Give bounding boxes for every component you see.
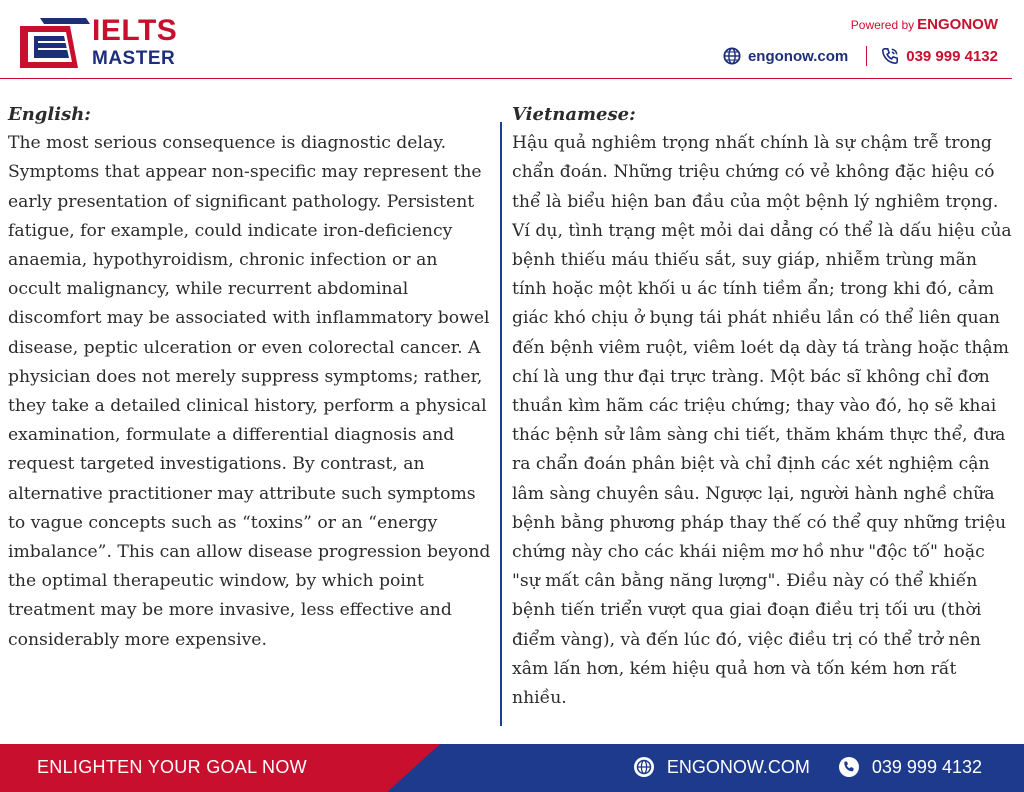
page-header	[0, 0, 1024, 78]
vietnamese-line: tính hoặc một khối u ác tính tiềm ẩn; trong khi đó, cảm	[512, 279, 995, 300]
powered-by-brand: ENGONOW	[917, 16, 998, 33]
powered-by	[851, 16, 998, 33]
footer-website-link[interactable]: ENGONOW.COM	[666, 756, 810, 777]
english-line: anaemia, hypothyroidism, chronic infection or an	[8, 250, 438, 271]
powered-by-prefix: Powered by	[850, 18, 915, 32]
vietnamese-line: chí là ung thư đại trực tràng. Một bác sĩ không chỉ đơn	[512, 366, 990, 387]
english-line: treatment may be more invasive, less effective and	[8, 600, 452, 621]
english-line: Symptoms that appear non-specific may represent the	[8, 162, 482, 183]
column-divider	[500, 122, 502, 726]
ielts-master-logo[interactable]	[20, 12, 190, 70]
footer-contact	[633, 756, 982, 778]
english-line: discomfort may be associated with inflammatory bowel	[8, 308, 490, 329]
header-contact	[723, 46, 998, 66]
header-divider	[0, 78, 1012, 79]
vietnamese-line: lâm sàng chuyên sâu. Ngược lại, người hành nghề chữa	[512, 483, 995, 504]
logo-mark-icon	[20, 18, 90, 68]
english-line: early presentation of significant pathology. Persistent	[8, 191, 475, 212]
vietnamese-line: xâm lấn hơn, kém hiệu quả hơn và tốn kém hơn rất	[512, 658, 957, 679]
header-website-link[interactable]: engonow.com	[747, 47, 849, 65]
vietnamese-line: bệnh bằng phương pháp thay thế có thể quy những triệu	[512, 512, 1007, 533]
english-title: English:	[8, 104, 91, 125]
footer-slogan: ENLIGHTEN YOUR GOAL NOW	[37, 757, 307, 777]
english-line: examination, formulate a differential diagnosis and	[8, 425, 455, 446]
english-line: to vague concepts such as “toxins” or an “energy	[8, 512, 438, 533]
english-line: they take a detailed clinical history, perform a physical	[8, 396, 487, 417]
vietnamese-line: "sự mất cân bằng năng lượng". Điều này có thể khiến	[512, 571, 978, 592]
english-line: The most serious consequence is diagnostic delay.	[8, 133, 447, 154]
vietnamese-line: đến bệnh viêm ruột, viêm loét dạ dày tá tràng hoặc thậm	[512, 337, 1009, 358]
english-line: physician does not merely suppress symptoms; rather,	[8, 366, 483, 387]
vietnamese-line: chứng này cho các khái niệm mơ hồ như "độc tố" hoặc	[512, 542, 985, 563]
english-line: alternative practitioner may attribute such symptoms	[8, 483, 476, 504]
vietnamese-line: bệnh tiến triển vượt qua giai đoạn điều trị tối ưu (thời	[512, 600, 982, 621]
english-line: imbalance”. This can allow disease progression beyond	[8, 542, 491, 563]
vietnamese-line: giác khó chịu ở bụng tái phát nhiều lần có thể liên quan	[512, 308, 1000, 329]
vietnamese-line: ra chẩn đoán phân biệt và chỉ định các xét nghiệm cận	[512, 454, 990, 475]
logo-text-master: MASTER	[92, 48, 176, 69]
vietnamese-line: bệnh thiếu máu thiếu sắt, suy giáp, nhiễm trùng mãn	[512, 250, 977, 271]
phone-icon	[838, 756, 860, 778]
vietnamese-line: Ví dụ, tình trạng mệt mỏi dai dẳng có thể là dấu hiệu của	[512, 220, 1012, 241]
vietnamese-title: Vietnamese:	[512, 104, 636, 125]
vietnamese-line: Hậu quả nghiêm trọng nhất chính là sự chậm trễ trong	[512, 133, 992, 154]
globe-icon	[633, 756, 655, 778]
phone-icon	[881, 47, 899, 65]
vietnamese-line: thuần kìm hãm các triệu chứng; thay vào đó, họ sẽ khai	[512, 396, 997, 417]
page-footer	[0, 744, 1024, 792]
vietnamese-column	[512, 100, 1018, 713]
header-phone-link[interactable]: 039 999 4132	[906, 47, 998, 65]
footer-phone-link[interactable]: 039 999 4132	[871, 756, 982, 777]
english-line: considerably more expensive.	[8, 629, 267, 650]
vietnamese-line: điểm vàng), và đến lúc đó, việc điều trị có thể trở nên	[512, 629, 981, 650]
english-line: occult malignancy, while recurrent abdominal	[8, 279, 409, 300]
vietnamese-line: thể là biểu hiện ban đầu của một bệnh lý nghiêm trọng.	[512, 191, 999, 212]
vietnamese-line: chẩn đoán. Những triệu chứng có vẻ không đặc hiệu có	[512, 162, 995, 183]
logo-text-ielts: IELTS	[92, 14, 178, 47]
contact-separator	[866, 46, 867, 66]
globe-icon	[723, 47, 741, 65]
english-column	[8, 100, 500, 655]
english-line: request targeted investigations. By contrast, an	[8, 454, 425, 475]
english-line: the optimal therapeutic window, by which point	[8, 571, 424, 592]
english-line: disease, peptic ulceration or even colorectal cancer. A	[8, 337, 481, 358]
english-line: fatigue, for example, could indicate iron-deficiency	[8, 220, 453, 241]
vietnamese-line: nhiều.	[512, 688, 567, 709]
vietnamese-line: thác bệnh sử lâm sàng chi tiết, thăm khám thực thể, đưa	[512, 425, 1006, 446]
